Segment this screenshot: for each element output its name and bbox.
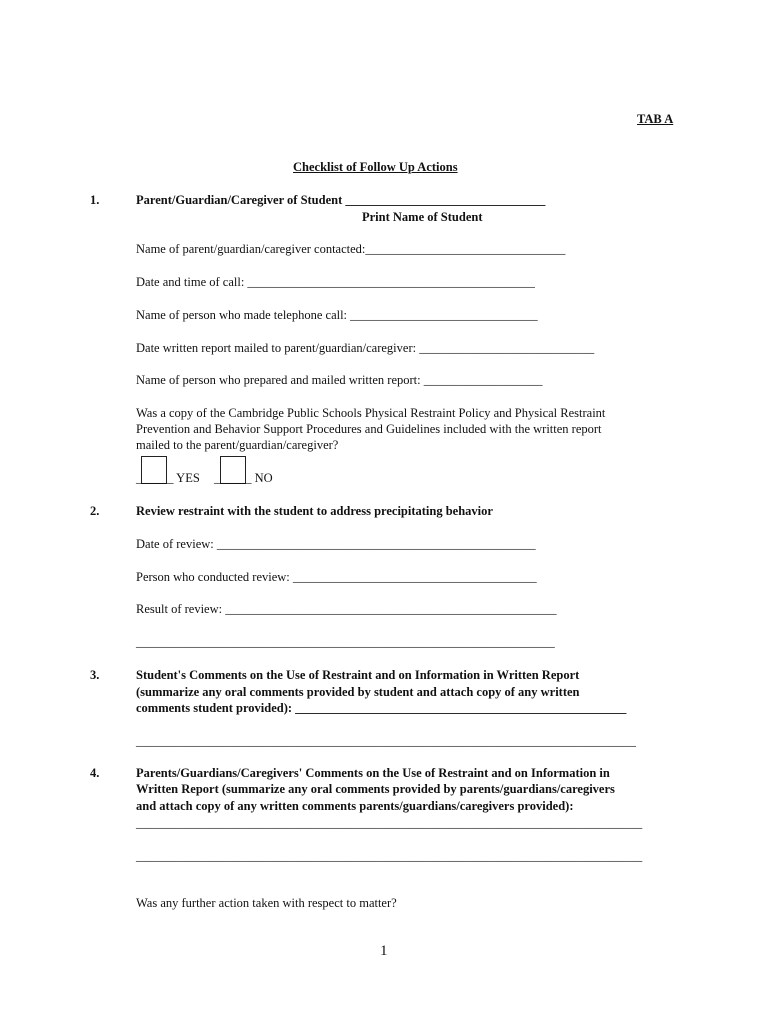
section-3-heading-line-2: (summarize any oral comments provided by student and attach copy of any written xyxy=(136,685,580,699)
page-number: 1 xyxy=(380,943,388,959)
no-option-label: ______ NO xyxy=(214,471,273,485)
section-2-title: Review restraint with the student to address precipitating behavior xyxy=(136,504,493,518)
section-4-heading-line-1: Parents/Guardians/Caregivers' Comments on the Use of Restraint and on Information in xyxy=(136,766,610,780)
parent-comments-line-2[interactable]: _________________________________________________________________________________ xyxy=(136,849,643,863)
section-4-number: 4. xyxy=(90,766,100,780)
parent-comments-line-1[interactable]: _________________________________________________________________________________ xyxy=(136,816,643,830)
yes-option-label: ______ YES xyxy=(136,471,200,485)
further-action-question: Was any further action taken with respect to matter? xyxy=(136,896,397,910)
caller-name-field[interactable]: Name of person who made telephone call: ______________________________ xyxy=(136,308,538,322)
review-result-field[interactable]: Result of review: _____________________________________________________ xyxy=(136,602,557,616)
section-1-number: 1. xyxy=(90,193,100,207)
student-comments-field[interactable]: comments student provided): _____________________________________________________ xyxy=(136,701,627,715)
section-4-heading-line-3: and attach copy of any written comments parents/guardians/caregivers provided): xyxy=(136,799,574,813)
page-title: Checklist of Follow Up Actions xyxy=(293,160,458,174)
policy-copy-question-line-1: Was a copy of the Cambridge Public Schools Physical Restraint Policy and Physical Restraint xyxy=(136,406,606,420)
policy-copy-question-line-3: mailed to the parent/guardian/caregiver? xyxy=(136,438,339,452)
review-date-field[interactable]: Date of review: ___________________________________________________ xyxy=(136,537,536,551)
section-3-number: 3. xyxy=(90,668,100,682)
section-4-heading-line-2: Written Report (summarize any oral comments provided by parents/guardians/caregivers xyxy=(136,782,615,796)
report-preparer-field[interactable]: Name of person who prepared and mailed written report: ___________________ xyxy=(136,373,543,387)
section-2-number: 2. xyxy=(90,504,100,518)
policy-copy-question-line-2: Prevention and Behavior Support Procedures and Guidelines included with the written report xyxy=(136,422,602,436)
student-comments-continuation-line[interactable]: ________________________________________________________________________________ xyxy=(136,734,636,748)
section-3-heading-line-1: Student's Comments on the Use of Restraint and on Information in Written Report xyxy=(136,668,580,682)
review-person-field[interactable]: Person who conducted review: _______________________________________ xyxy=(136,570,537,584)
parent-contacted-field[interactable]: Name of parent/guardian/caregiver contacted:________________________________ xyxy=(136,242,566,256)
review-result-continuation-line[interactable]: ___________________________________________________________________ xyxy=(136,635,555,649)
tab-label: TAB A xyxy=(637,112,674,126)
print-name-caption: Print Name of Student xyxy=(362,210,483,224)
report-mailed-date-field[interactable]: Date written report mailed to parent/guardian/caregiver: ____________________________ xyxy=(136,341,595,355)
call-datetime-field[interactable]: Date and time of call: ______________________________________________ xyxy=(136,275,535,289)
student-name-field[interactable]: Parent/Guardian/Caregiver of Student ________________________________ xyxy=(136,193,546,207)
